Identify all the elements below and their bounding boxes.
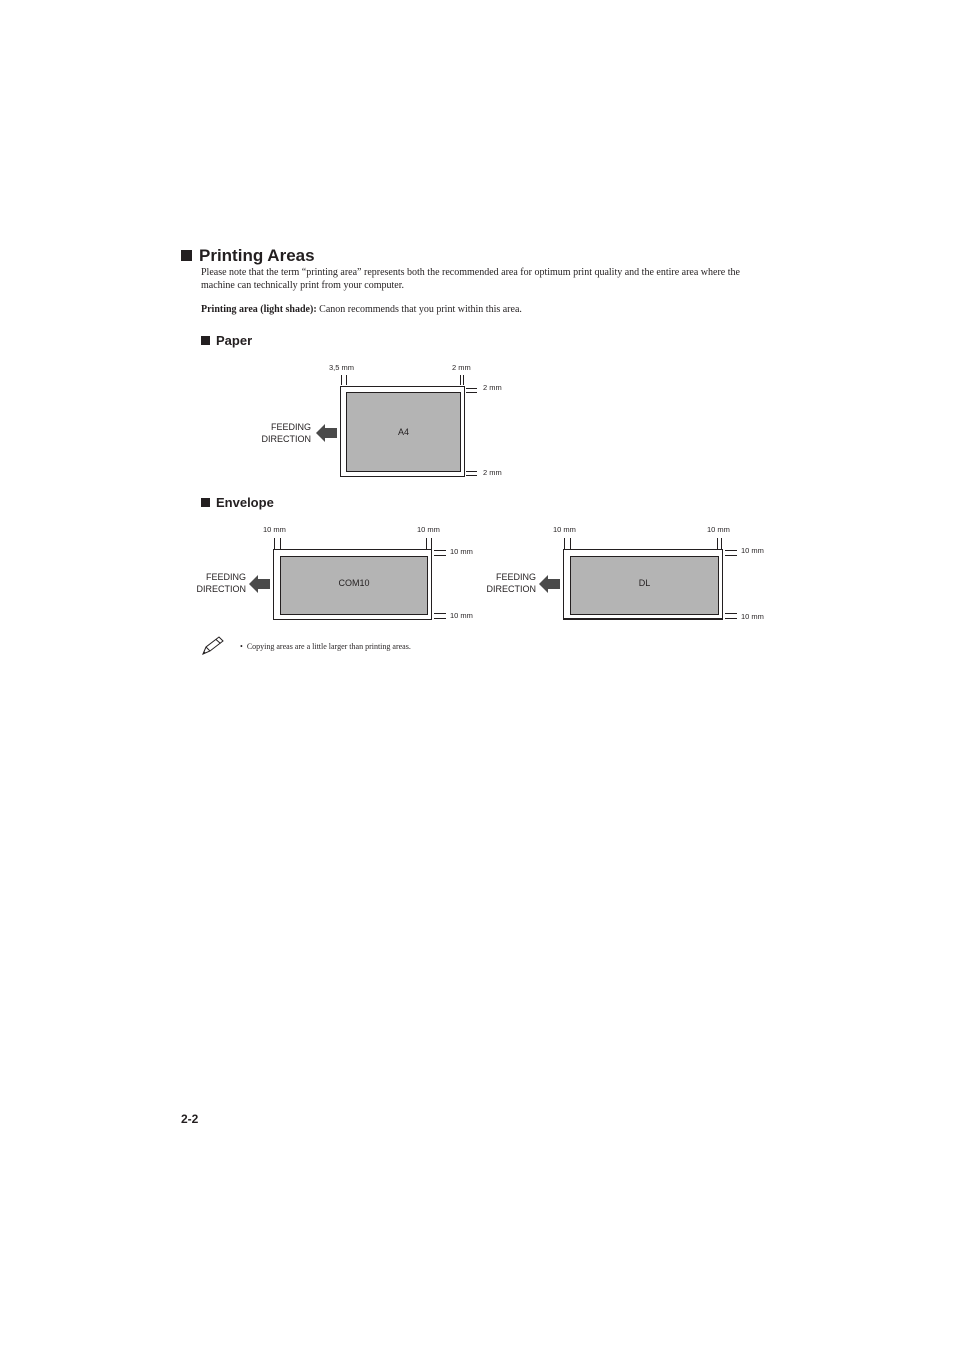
dim-tick <box>434 550 446 551</box>
dim-right-margin: 10 mm <box>707 525 730 534</box>
dim-left-margin: 10 mm <box>553 525 576 534</box>
note-text: Copying areas are a little larger than printing areas. <box>246 642 411 651</box>
dim-bottom-margin: 2 mm <box>483 468 502 477</box>
feeding-direction-label <box>232 421 311 445</box>
paper-sheet <box>340 386 465 477</box>
printable-area <box>570 556 719 615</box>
dim-tick <box>564 538 565 549</box>
dim-tick <box>466 388 477 389</box>
feeding-line-1: FEEDING <box>495 572 536 582</box>
dim-tick <box>274 538 275 549</box>
dim-tick <box>434 555 446 556</box>
feeding-arrow-icon <box>539 574 561 594</box>
dim-tick <box>725 613 737 614</box>
envelope-heading-text: Envelope <box>216 495 274 510</box>
note <box>240 642 411 651</box>
feeding-arrow-icon <box>316 423 338 443</box>
printable-area <box>280 556 428 615</box>
dim-tick <box>426 538 427 549</box>
dim-tick <box>463 375 464 385</box>
dim-tick <box>725 618 737 619</box>
dim-left-margin: 10 mm <box>263 525 286 534</box>
dim-tick <box>431 538 432 549</box>
feeding-line-2: DIRECTION <box>196 584 246 594</box>
recommend-label: Printing area (light shade): <box>201 304 317 315</box>
recommend-paragraph <box>201 304 522 315</box>
feeding-line-2: DIRECTION <box>261 434 311 444</box>
dim-tick <box>434 618 446 619</box>
printable-area <box>346 392 461 472</box>
com10-envelope <box>273 549 432 620</box>
dim-bottom-margin: 10 mm <box>741 612 764 621</box>
dim-tick <box>725 550 737 551</box>
dim-tick <box>570 538 571 549</box>
dim-tick <box>280 538 281 549</box>
dim-top-margin: 10 mm <box>741 546 764 555</box>
dl-envelope <box>563 549 723 620</box>
dim-top-margin: 2 mm <box>483 383 502 392</box>
envelope-heading <box>201 495 274 510</box>
dim-tick <box>466 471 477 472</box>
envelope-size-label: COM10 <box>338 578 370 588</box>
paper-size-label: A4 <box>397 427 409 437</box>
feeding-direction-label <box>457 571 536 595</box>
dim-tick <box>346 375 347 385</box>
intro-paragraph: Please note that the term “printing area” represents both the recommended area for optimum print quality and the entire area where the machine can technically print from your computer. <box>201 267 740 291</box>
paper-heading <box>201 333 252 348</box>
square-bullet-icon <box>181 250 192 261</box>
square-bullet-icon <box>201 498 210 507</box>
note-bullet: • <box>240 642 243 651</box>
dim-bottom-margin: 10 mm <box>450 611 473 620</box>
feeding-line-1: FEEDING <box>270 422 311 432</box>
recommend-text: Canon recommends that you print within this area. <box>316 304 522 315</box>
dim-tick <box>460 375 461 385</box>
dim-tick <box>721 538 722 549</box>
paper-heading-text: Paper <box>216 333 253 348</box>
square-bullet-icon <box>201 336 210 345</box>
feeding-direction-label <box>167 571 246 595</box>
feeding-arrow-icon <box>249 574 271 594</box>
section-title <box>181 246 315 266</box>
dim-right-margin: 10 mm <box>417 525 440 534</box>
dim-left-margin: 3,5 mm <box>329 363 355 372</box>
envelope-size-label: DL <box>638 578 651 588</box>
dim-right-margin: 2 mm <box>452 363 471 372</box>
dim-tick <box>725 555 737 556</box>
dim-tick <box>466 475 477 476</box>
dim-top-margin: 10 mm <box>450 547 473 556</box>
page-number: 2-2 <box>181 1112 199 1126</box>
dim-tick <box>341 375 342 385</box>
dim-tick <box>466 392 477 393</box>
dim-tick <box>434 613 446 614</box>
section-title-text: Printing Areas <box>199 246 315 265</box>
feeding-line-1: FEEDING <box>205 572 246 582</box>
feeding-line-2: DIRECTION <box>486 584 536 594</box>
pencil-icon <box>200 635 226 657</box>
dim-tick <box>717 538 718 549</box>
